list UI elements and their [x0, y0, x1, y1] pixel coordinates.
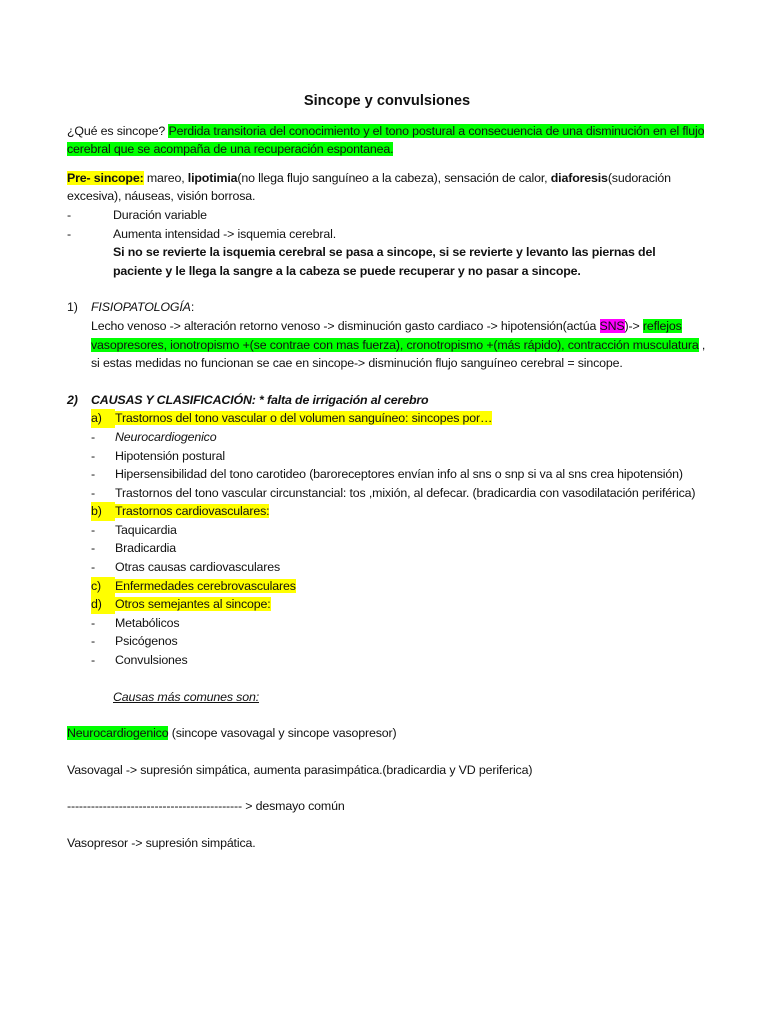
- definition-question: ¿Qué es sincope?: [67, 123, 166, 138]
- list-item: - Taquicardia: [91, 522, 177, 537]
- list-item: - Trastornos del tono vascular circunstancial: tos ,mixión, al defecar. (bradicardia con vasodilatación periférica): [91, 485, 696, 500]
- list-item: - Duración variable: [67, 207, 207, 222]
- list-item: - Psicógenos: [91, 634, 178, 649]
- list-item: - Otras causas cardiovasculares: [91, 560, 281, 575]
- common-causes-heading: Causas más comunes son:: [113, 689, 259, 704]
- causas-c: c) Enfermedades cerebrovasculares: [67, 577, 707, 596]
- vasovagal-line: Vasovagal -> supresión simpática, aumenta parasimpática.(bradicardia y VD periferica): [67, 762, 533, 777]
- presincope-paragraph: Pre- sincope: mareo, lipotimia(no llega flujo sanguíneo a la cabeza), sensación de calor, diaforesis(sudoración excesiva), náuseas, visión borrosa.: [67, 170, 671, 204]
- list-item: - Hipersensibilidad del tono carotideo (baroreceptores envían info al sns o snp si va al sns crea hipotensión): [91, 467, 683, 482]
- fisio-heading: 1) FISIOPATOLOGÍA:: [67, 300, 195, 315]
- definition-answer: Perdida transitoria del conocimiento y el tono postural a consecuencia de una disminución en el flujo cerebral que se acompaña de una recuperación espontanea.: [67, 123, 705, 157]
- list-item: - Convulsiones: [91, 653, 188, 668]
- list-item: - Aumenta intensidad -> isquemia cerebral.: [67, 226, 337, 241]
- neuro-line: Neurocardiogenico (sincope vasovagal y sincope vasopresor): [67, 726, 397, 741]
- list-item: - Bradicardia: [91, 541, 177, 556]
- fisio-paragraph: Lecho venoso -> alteración retorno venoso -> disminución gasto cardiaco -> hipotensión(actúa SNS)-> reflejos vasopresores, ionotropismo +(se contrae con mas fuerza), cronotropismo +(más rápido), contracción musculatura , si estas medidas no funcionan se cae en sincope-> disminución flujo sanguíneo cerebral = sincope.: [91, 318, 706, 371]
- causas-a: a) Trastornos del tono vascular o del volumen sanguíneo: sincopes por…: [67, 409, 707, 428]
- document-body: [67, 92, 707, 853]
- page-title: Sincope y convulsiones: [303, 93, 471, 109]
- causas-d: d) Otros semejantes al sincope:: [67, 595, 707, 614]
- causas-b: b) Trastornos cardiovasculares:: [67, 502, 707, 521]
- list-item: - Neurocardiogenico: [91, 429, 217, 444]
- presincope-note: Si no se revierte la isquemia cerebral se pasa a sincope, si se revierte y levanto las piernas del paciente y le llega la sangre a la cabeza se puede recuperar y no pasar a sincope.: [113, 245, 656, 278]
- list-item: - Metabólicos: [91, 615, 180, 630]
- desmayo-line: -------------------------------------------- > desmayo común: [67, 799, 345, 814]
- definition-paragraph: [67, 122, 707, 159]
- causas-heading: 2) CAUSAS Y CLASIFICACIÓN: * falta de irrigación al cerebro: [67, 392, 429, 407]
- vasopresor-line: Vasopresor -> supresión simpática.: [67, 836, 256, 850]
- list-item: - Hipotensión postural: [91, 448, 225, 463]
- sns-highlight: SNS: [599, 318, 625, 333]
- presincope-label: Pre- sincope:: [67, 170, 144, 185]
